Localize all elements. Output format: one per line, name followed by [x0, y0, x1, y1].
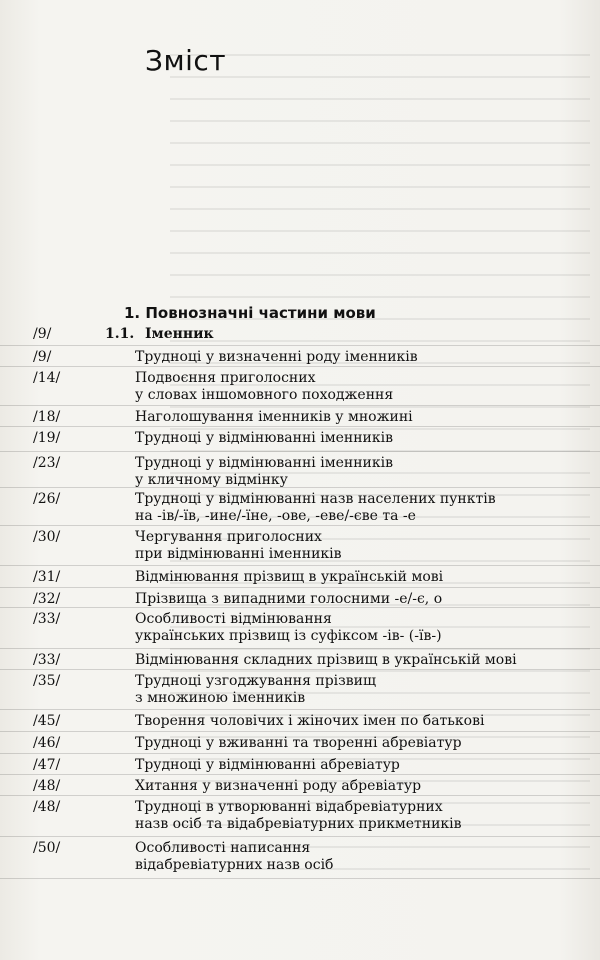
toc-page-number: /35/	[33, 673, 61, 689]
toc-page-number: /9/	[33, 349, 52, 365]
toc-entry-title: Подвоєння приголосних у словах іншомовного походження	[135, 370, 394, 403]
subsection-title: Іменник	[145, 326, 214, 342]
row-separator	[0, 345, 600, 346]
toc-entry-title: Творення чоловічих і жіночих імен по батькові	[135, 713, 485, 729]
subsection-page-number: /9/	[33, 326, 52, 342]
toc-page-number: /31/	[33, 569, 61, 585]
toc-entry-title: Відмінювання прізвищ в українській мові	[135, 569, 444, 585]
row-separator	[0, 878, 600, 879]
toc-page-number: /33/	[33, 652, 61, 668]
row-separator	[0, 426, 600, 427]
toc-entry-title: Чергування приголосних при відмінюванні іменників	[135, 529, 342, 562]
row-separator	[0, 709, 600, 710]
row-separator	[0, 836, 600, 837]
toc-entry-title: Особливості написання відабревіатурних назв осіб	[135, 840, 334, 873]
toc-page-number: /46/	[33, 735, 61, 751]
row-separator	[0, 366, 600, 367]
toc-entry-title: Трудноці у визначенні роду іменників	[135, 349, 418, 365]
section-heading: 1. Повнозначні частини мови	[124, 304, 376, 322]
toc-page-number: /18/	[33, 409, 61, 425]
toc-page-number: /14/	[33, 370, 61, 386]
toc-entry-title: Трудноці у відмінюванні абревіатур	[135, 757, 400, 773]
row-separator	[0, 525, 600, 526]
toc-page-number: /19/	[33, 430, 61, 446]
toc-page-number: /45/	[33, 713, 61, 729]
toc-page-number: /32/	[33, 591, 61, 607]
row-separator	[0, 774, 600, 775]
toc-entry-title: Трудноці у відмінюванні іменників	[135, 430, 393, 446]
toc-entry-title: Відмінювання складних прізвищ в українській мові	[135, 652, 517, 668]
toc-entry-title: Трудноці в утворюванні відабревіатурних назв осіб та відабревіатурних прикметників	[135, 799, 462, 832]
toc-page-number: /23/	[33, 455, 61, 471]
toc-entry-title: Прізвища з випадними голосними -е/-є, о	[135, 591, 443, 607]
row-separator	[0, 451, 600, 452]
row-separator	[0, 587, 600, 588]
subsection-number: 1.1.	[105, 326, 135, 342]
toc-page-number: /48/	[33, 778, 61, 794]
toc-page-number: /30/	[33, 529, 61, 545]
toc-entry-title: Трудноці у відмінюванні іменників у кличному відмінку	[135, 455, 393, 488]
row-separator	[0, 648, 600, 649]
toc-page-number: /47/	[33, 757, 61, 773]
row-separator	[0, 731, 600, 732]
toc-entry-title: Хитання у визначенні роду абревіатур	[135, 778, 422, 794]
toc-page-number: /50/	[33, 840, 61, 856]
row-separator	[0, 405, 600, 406]
row-separator	[0, 753, 600, 754]
toc-page-number: /48/	[33, 799, 61, 815]
row-separator	[0, 669, 600, 670]
toc-page-number: /26/	[33, 491, 61, 507]
toc-entry-title: Наголошування іменників у множині	[135, 409, 413, 425]
toc-entry-title: Трудноці у вживанні та творенні абревіатур	[135, 735, 462, 751]
toc-entry-title: Особливості відмінювання українських прізвищ із суфіксом -ів- (-їв-)	[135, 611, 442, 644]
row-separator	[0, 565, 600, 566]
toc-entry-title: Трудноці узгоджування прізвищ з множиною іменників	[135, 673, 377, 706]
toc-entry-title: Трудноці у відмінюванні назв населених пунктів на -ів/-їв, -ине/-їне, -ове, -еве/-єве та -е	[135, 491, 496, 524]
page-title: Зміст	[145, 44, 227, 77]
row-separator	[0, 795, 600, 796]
toc-page-number: /33/	[33, 611, 61, 627]
